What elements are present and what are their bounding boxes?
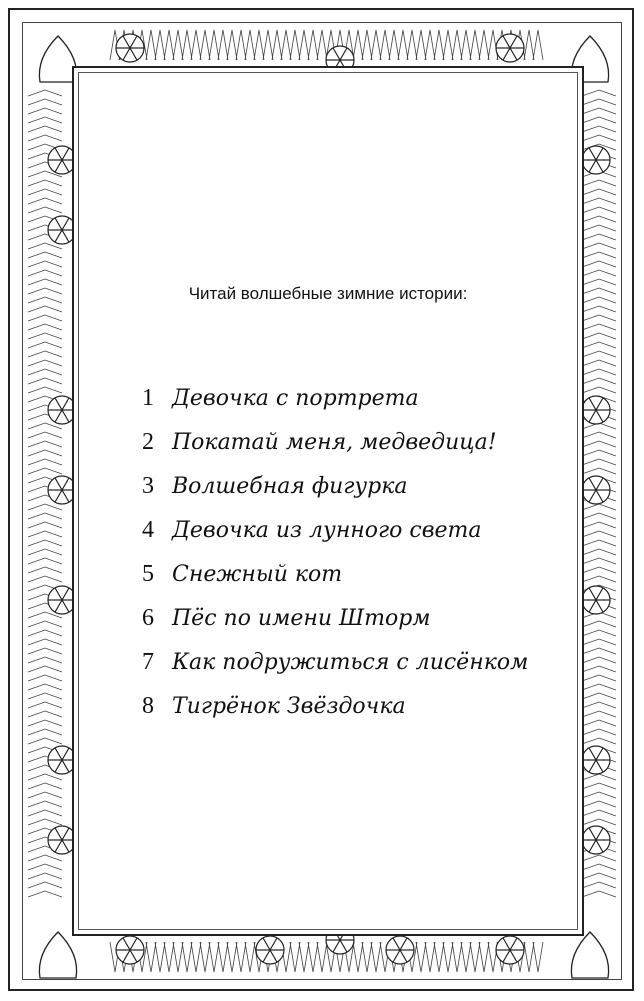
story-title: Девочка из лунного света [172,518,482,543]
story-item [142,508,562,552]
story-item [142,596,562,640]
story-item [142,552,562,596]
snowflake-icon [582,476,610,504]
snowflake-icon [386,936,414,964]
snowflake-icon [582,746,610,774]
snowflake-icon [582,396,610,424]
story-title: Девочка с портрета [172,386,419,411]
snowflake-icon [582,146,610,174]
story-item [142,684,562,728]
story-number: 1 [142,385,154,411]
snowflake-icon [582,826,610,854]
story-title: Как подружиться с лисёнком [172,650,529,675]
snowflake-icon [496,34,524,62]
story-item [142,464,562,508]
snowflake-icon [496,936,524,964]
story-title: Тигрёнок Звёздочка [172,694,406,719]
story-number: 3 [142,473,154,499]
story-title: Покатай меня, медведица! [172,430,497,455]
story-item [142,420,562,464]
story-title: Волшебная фигурка [172,474,408,499]
onion-dome-icon [571,932,608,978]
story-number: 5 [142,561,154,587]
snowflake-icon [116,34,144,62]
snowflake-icon [256,936,284,964]
stories-list [142,376,562,728]
story-item [142,376,562,420]
intro-heading: Читай волшебные зимние истории: [188,284,468,303]
story-number: 2 [142,429,154,455]
onion-dome-icon [39,932,76,978]
story-title: Снежный кот [172,562,343,587]
story-item [142,640,562,684]
snowflake-icon [582,586,610,614]
story-title: Пёс по имени Шторм [172,606,431,631]
story-number: 6 [142,605,154,631]
snowflake-icon [116,936,144,964]
story-number: 7 [142,649,154,675]
story-number: 8 [142,693,154,719]
story-number: 4 [142,517,154,543]
